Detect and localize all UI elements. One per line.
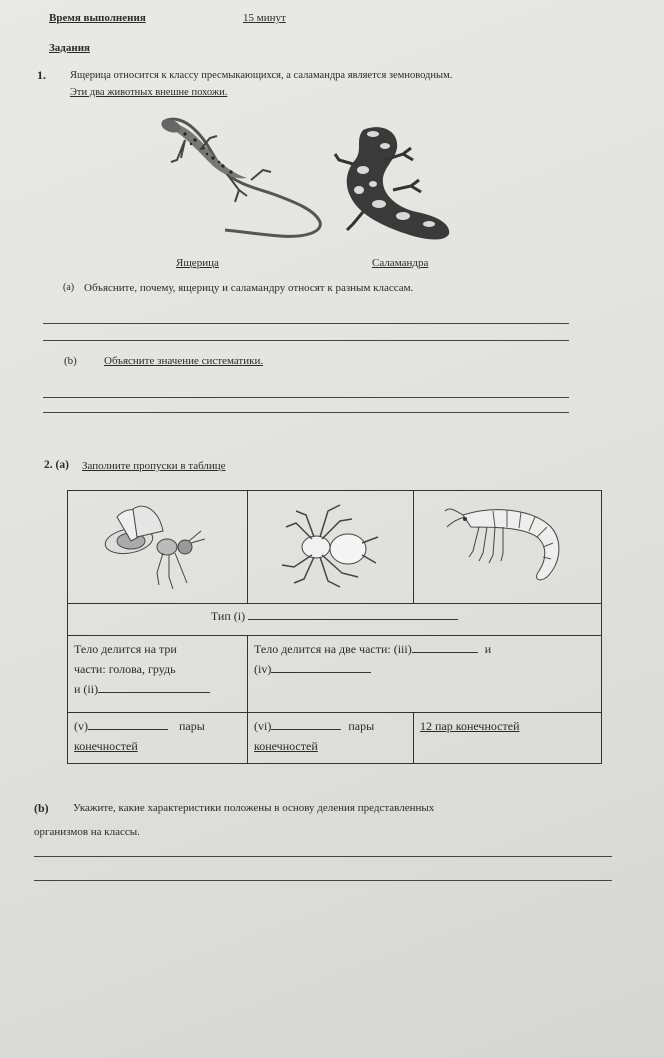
col2-line1: Тело делится на две части: (iii) — [254, 641, 412, 656]
blank-v[interactable] — [88, 718, 168, 730]
answer-line-q1b-2[interactable] — [43, 412, 569, 413]
lizard-icon — [155, 110, 330, 245]
type-blank[interactable] — [248, 608, 458, 620]
cell-vi — [248, 712, 414, 763]
animal-images-row — [68, 491, 602, 604]
answer-line-q1a-2[interactable] — [43, 340, 569, 341]
two-part-body-cell — [248, 635, 602, 712]
lizard-caption: Ящерица — [176, 257, 219, 269]
cell-vi-limbs: конечностей — [254, 738, 318, 753]
type-label: Тип (i) — [210, 609, 246, 624]
col1-line2: части: голова, грудь — [74, 661, 176, 676]
answer-line-q2b-1[interactable] — [34, 856, 612, 857]
q2b-label: (b) — [34, 801, 49, 815]
time-value: 15 минут — [243, 12, 286, 24]
q1b-text: Объясните значение систематики. — [104, 355, 264, 367]
q2b-text-line2: организмов на классы. — [34, 826, 140, 838]
q1a-text: Объясните, почему, ящерицу и саламандру относят к разным классам. — [84, 282, 414, 294]
q2a-number: 2. (a) — [44, 459, 69, 471]
answer-line-q1b-1[interactable] — [43, 397, 569, 398]
cell-vi-pairs: пары — [348, 718, 375, 733]
q2a-heading: Заполните пропуски в таблице — [82, 460, 226, 472]
shrimp-icon — [443, 497, 573, 597]
insect-cell — [68, 491, 248, 603]
insect-body-cell — [68, 635, 248, 712]
answer-line-q2b-2[interactable] — [34, 880, 612, 881]
insect-icon — [97, 497, 217, 597]
col1-line3: и (ii) — [74, 681, 99, 696]
cell-v — [68, 712, 248, 763]
q1b-label: (b) — [64, 355, 77, 367]
col2-line2: (iv) — [254, 661, 272, 676]
blank-iv[interactable] — [271, 661, 371, 673]
salamander-caption: Саламандра — [372, 257, 429, 269]
q1-number: 1. — [37, 68, 46, 82]
cell-12-pairs — [414, 712, 602, 763]
cell-12-text: 12 пар конечностей — [420, 718, 520, 733]
salamander-icon — [333, 120, 463, 245]
cell-vi-label: (vi) — [254, 718, 272, 733]
blank-ii[interactable] — [98, 681, 210, 693]
cell-v-limbs: конечностей — [74, 738, 138, 753]
spider-icon — [266, 497, 396, 597]
answer-line-q1a-1[interactable] — [43, 323, 569, 324]
q2b-text-line1: Укажите, какие характеристики положены в основу деления представленных — [73, 802, 435, 814]
classification-table — [67, 490, 602, 764]
q1-text-line2: Эти два животных внешне похожи. — [70, 87, 228, 98]
time-label: Время выполнения — [49, 12, 146, 24]
spider-cell — [248, 491, 414, 603]
tasks-heading: Задания — [49, 42, 90, 54]
q1-text-line1: Ящерица относится к классу пресмыкающихся, а саламандра является земноводным. — [70, 70, 453, 81]
blank-vi[interactable] — [271, 718, 341, 730]
q1a-label: (a) — [63, 282, 75, 293]
blank-iii[interactable] — [412, 641, 478, 653]
type-row — [68, 604, 602, 635]
col1-line1: Тело делится на три — [74, 641, 177, 656]
shrimp-cell — [414, 491, 601, 603]
col2-and: и — [484, 641, 492, 656]
cell-v-pairs: пары — [179, 718, 205, 733]
cell-v-label: (v) — [74, 718, 88, 733]
